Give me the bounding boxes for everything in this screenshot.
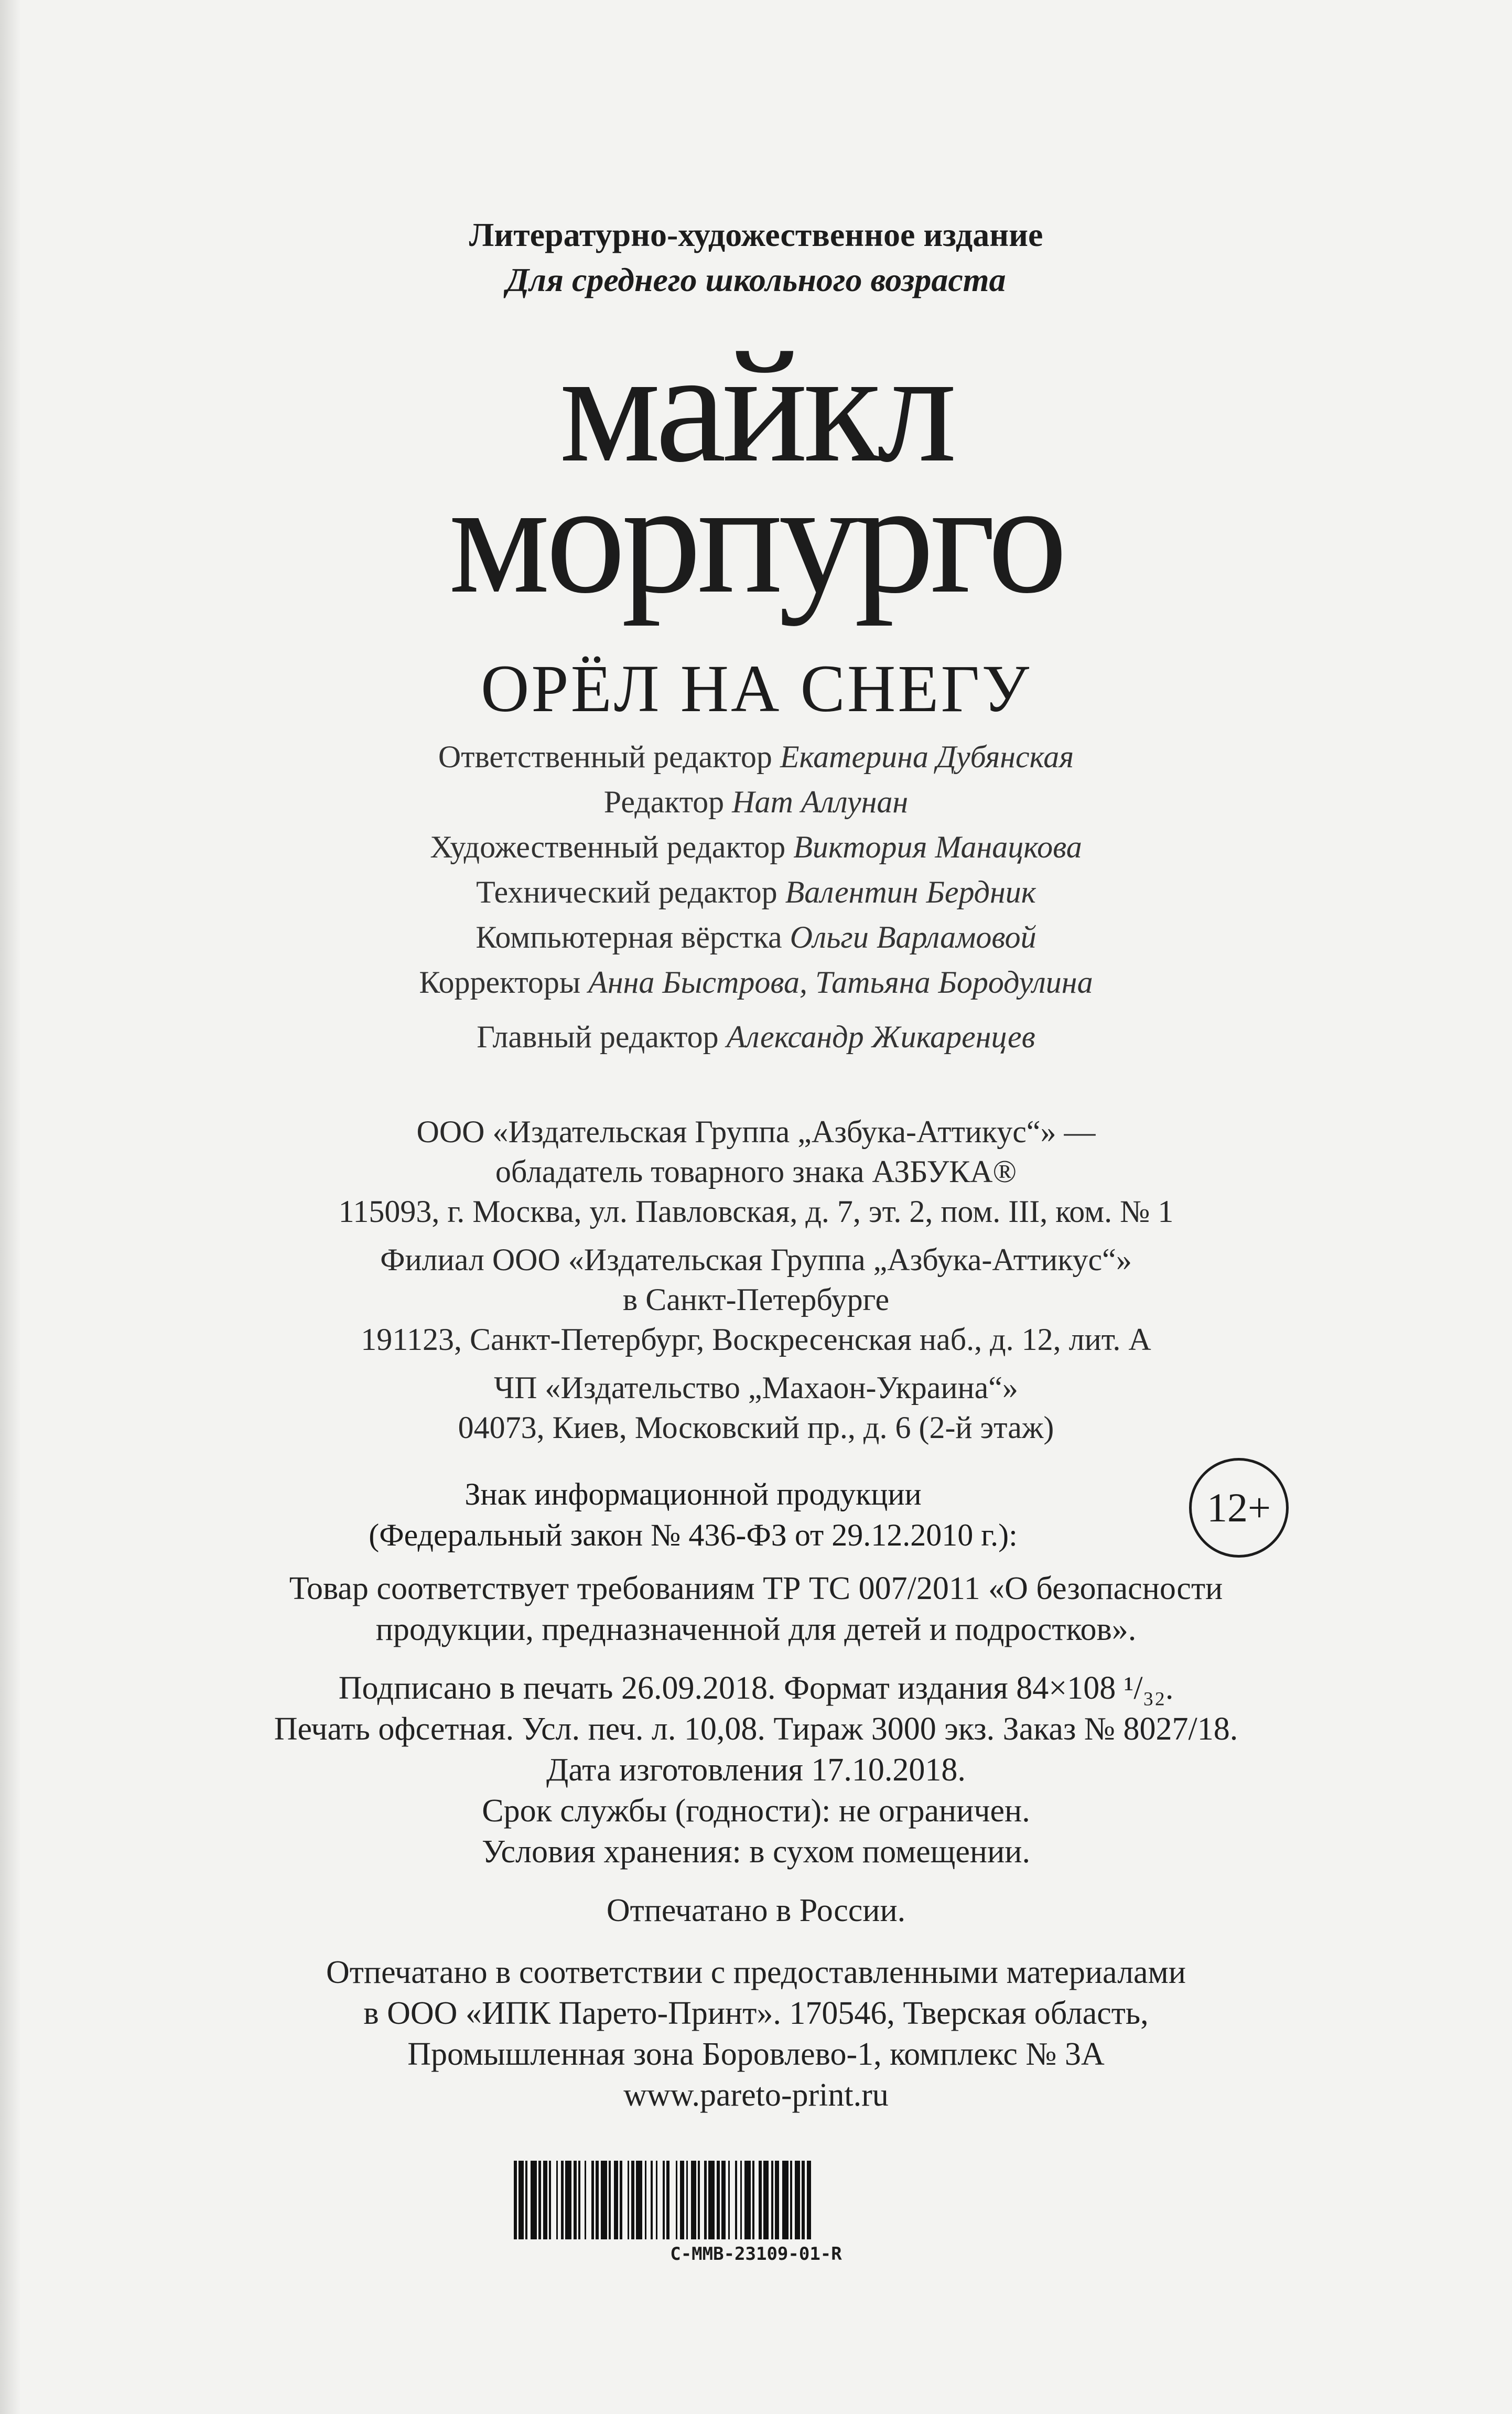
barcode-stripe xyxy=(601,2161,607,2239)
age-rating-badge: 12+ xyxy=(1189,1458,1289,1558)
barcode-stripe xyxy=(669,2161,676,2239)
credit-line xyxy=(0,915,1512,960)
barcode-stripe xyxy=(565,2161,571,2239)
branch-address: 191123, Санкт-Петербург, Воскресенская наб., д. 12, лит. А xyxy=(361,1322,1151,1357)
credit-role: Редактор xyxy=(603,785,725,819)
genre-line: Литературно-художественное издание xyxy=(469,216,1043,253)
printer-website: www.pareto-print.ru xyxy=(623,2077,889,2113)
author-name xyxy=(0,318,1512,626)
credit-line xyxy=(0,960,1512,1005)
branch-line: Филиал ООО «Издательская Группа „Азбука-Аттикус“» xyxy=(380,1242,1132,1277)
barcode-stripe xyxy=(622,2161,628,2239)
barcode-stripe xyxy=(744,2161,751,2239)
barcode-stripe xyxy=(811,2161,813,2239)
credit-line xyxy=(0,824,1512,870)
print-detail-line: Срок службы (годности): не ограничен. xyxy=(482,1793,1030,1829)
print-detail-line: Дата изготовления 17.10.2018. xyxy=(546,1752,966,1788)
chief-editor-line xyxy=(0,1014,1512,1059)
print-detail-line: Печать офсетная. Усл. печ. л. 10,08. Тираж 3000 экз. Заказ № 8027/18. xyxy=(274,1711,1238,1747)
barcode-stripe xyxy=(543,2161,547,2239)
barcode-stripe xyxy=(580,2161,585,2239)
credits-block xyxy=(0,734,1512,1059)
age-group-line: Для среднего школьного возраста xyxy=(506,261,1006,298)
author-first-name: майкл xyxy=(559,318,953,495)
barcode-label: C-MMB-23109-01-R xyxy=(670,2244,842,2265)
credit-person: Валентин Бердник xyxy=(785,875,1036,909)
barcode-stripe xyxy=(807,2161,811,2239)
info-sign-law: (Федеральный закон № 436-ФЗ от 29.12.2010 г.): xyxy=(369,1518,1018,1552)
info-sign-line: Знак информационной продукции xyxy=(465,1477,922,1511)
credit-line xyxy=(0,734,1512,779)
book-title: ОРЁЛ НА СНЕГУ xyxy=(480,651,1032,726)
publisher-line: обладатель товарного знака АЗБУКА® xyxy=(495,1154,1017,1189)
barcode-stripe xyxy=(657,2161,663,2239)
credit-role: Технический редактор xyxy=(476,875,777,909)
compliance-line: Товар соответствует требованиям ТР ТС 007/2011 «О безопасности xyxy=(289,1571,1223,1606)
printed-in-line: Отпечатано в России. xyxy=(606,1893,906,1928)
barcode-stripe xyxy=(708,2161,715,2239)
credit-role: Корректоры xyxy=(419,965,581,1000)
publisher-address: 115093, г. Москва, ул. Павловская, д. 7, эт. 2, пом. III, ком. № 1 xyxy=(338,1194,1174,1229)
credit-person: Екатерина Дубянская xyxy=(780,739,1074,774)
barcode-stripe xyxy=(531,2161,537,2239)
branch-line: в Санкт-Петербурге xyxy=(622,1282,890,1317)
credit-person: Ольги Варламовой xyxy=(790,920,1036,954)
barcode-stripe xyxy=(680,2161,684,2239)
printer-line: Промышленная зона Боровлево-1, комплекс № 3А xyxy=(407,2036,1105,2072)
barcode-stripe xyxy=(636,2161,642,2239)
barcode-stripe xyxy=(646,2161,651,2239)
imprint-block xyxy=(0,1568,1512,2116)
printer-line: в ООО «ИПК Парето-Принт». 170546, Тверская область, xyxy=(363,1995,1149,2031)
genre-block xyxy=(0,212,1512,303)
credit-person: Александр Жикаренцев xyxy=(726,1020,1035,1054)
barcode-stripe xyxy=(763,2161,769,2239)
barcode-stripe xyxy=(721,2161,726,2239)
credit-line xyxy=(0,779,1512,824)
publisher-line: ООО «Издательская Группа „Азбука-Аттикус“» — xyxy=(416,1114,1096,1149)
credit-role: Ответственный редактор xyxy=(438,739,772,774)
credit-person: Виктория Манацкова xyxy=(793,830,1082,864)
credit-role: Главный редактор xyxy=(477,1020,719,1054)
print-detail-line: Подписано в печать 26.09.2018. Формат издания 84×108 ¹/₃₂. xyxy=(338,1670,1174,1706)
printer-line: Отпечатано в соответствии с предоставленными материалами xyxy=(326,1955,1186,1990)
credit-role: Компьютерная вёрстка xyxy=(476,920,782,954)
barcode-stripe xyxy=(775,2161,779,2239)
ukraine-address: 04073, Киев, Московский пр., д. 6 (2-й этаж) xyxy=(458,1410,1054,1445)
barcode-stripe xyxy=(519,2161,524,2239)
credit-person: Анна Быстрова, Татьяна Бородулина xyxy=(588,965,1093,1000)
barcode-stripe xyxy=(586,2161,591,2239)
barcode-stripe xyxy=(730,2161,735,2239)
barcode-stripe xyxy=(614,2161,618,2239)
barcode-stripe xyxy=(691,2161,696,2239)
ukraine-line: ЧП «Издательство „Махаон-Украина“» xyxy=(494,1370,1018,1405)
publisher-block xyxy=(0,1112,1512,1447)
barcode-stripe xyxy=(700,2161,704,2239)
print-detail-line: Условия хранения: в сухом помещении. xyxy=(482,1834,1030,1870)
author-last-name: морпурго xyxy=(448,449,1064,626)
compliance-line: продукции, предназначенной для детей и подростков». xyxy=(375,1612,1137,1647)
barcode-stripe xyxy=(551,2161,556,2239)
barcode-stripe xyxy=(754,2161,759,2239)
credit-person: Нат Аллунан xyxy=(732,785,909,819)
barcode-stripe xyxy=(782,2161,789,2239)
barcode-stripe xyxy=(795,2161,800,2239)
credit-role: Художественный редактор xyxy=(430,830,786,864)
credit-line xyxy=(0,870,1512,915)
barcode-icon xyxy=(514,2161,1169,2239)
